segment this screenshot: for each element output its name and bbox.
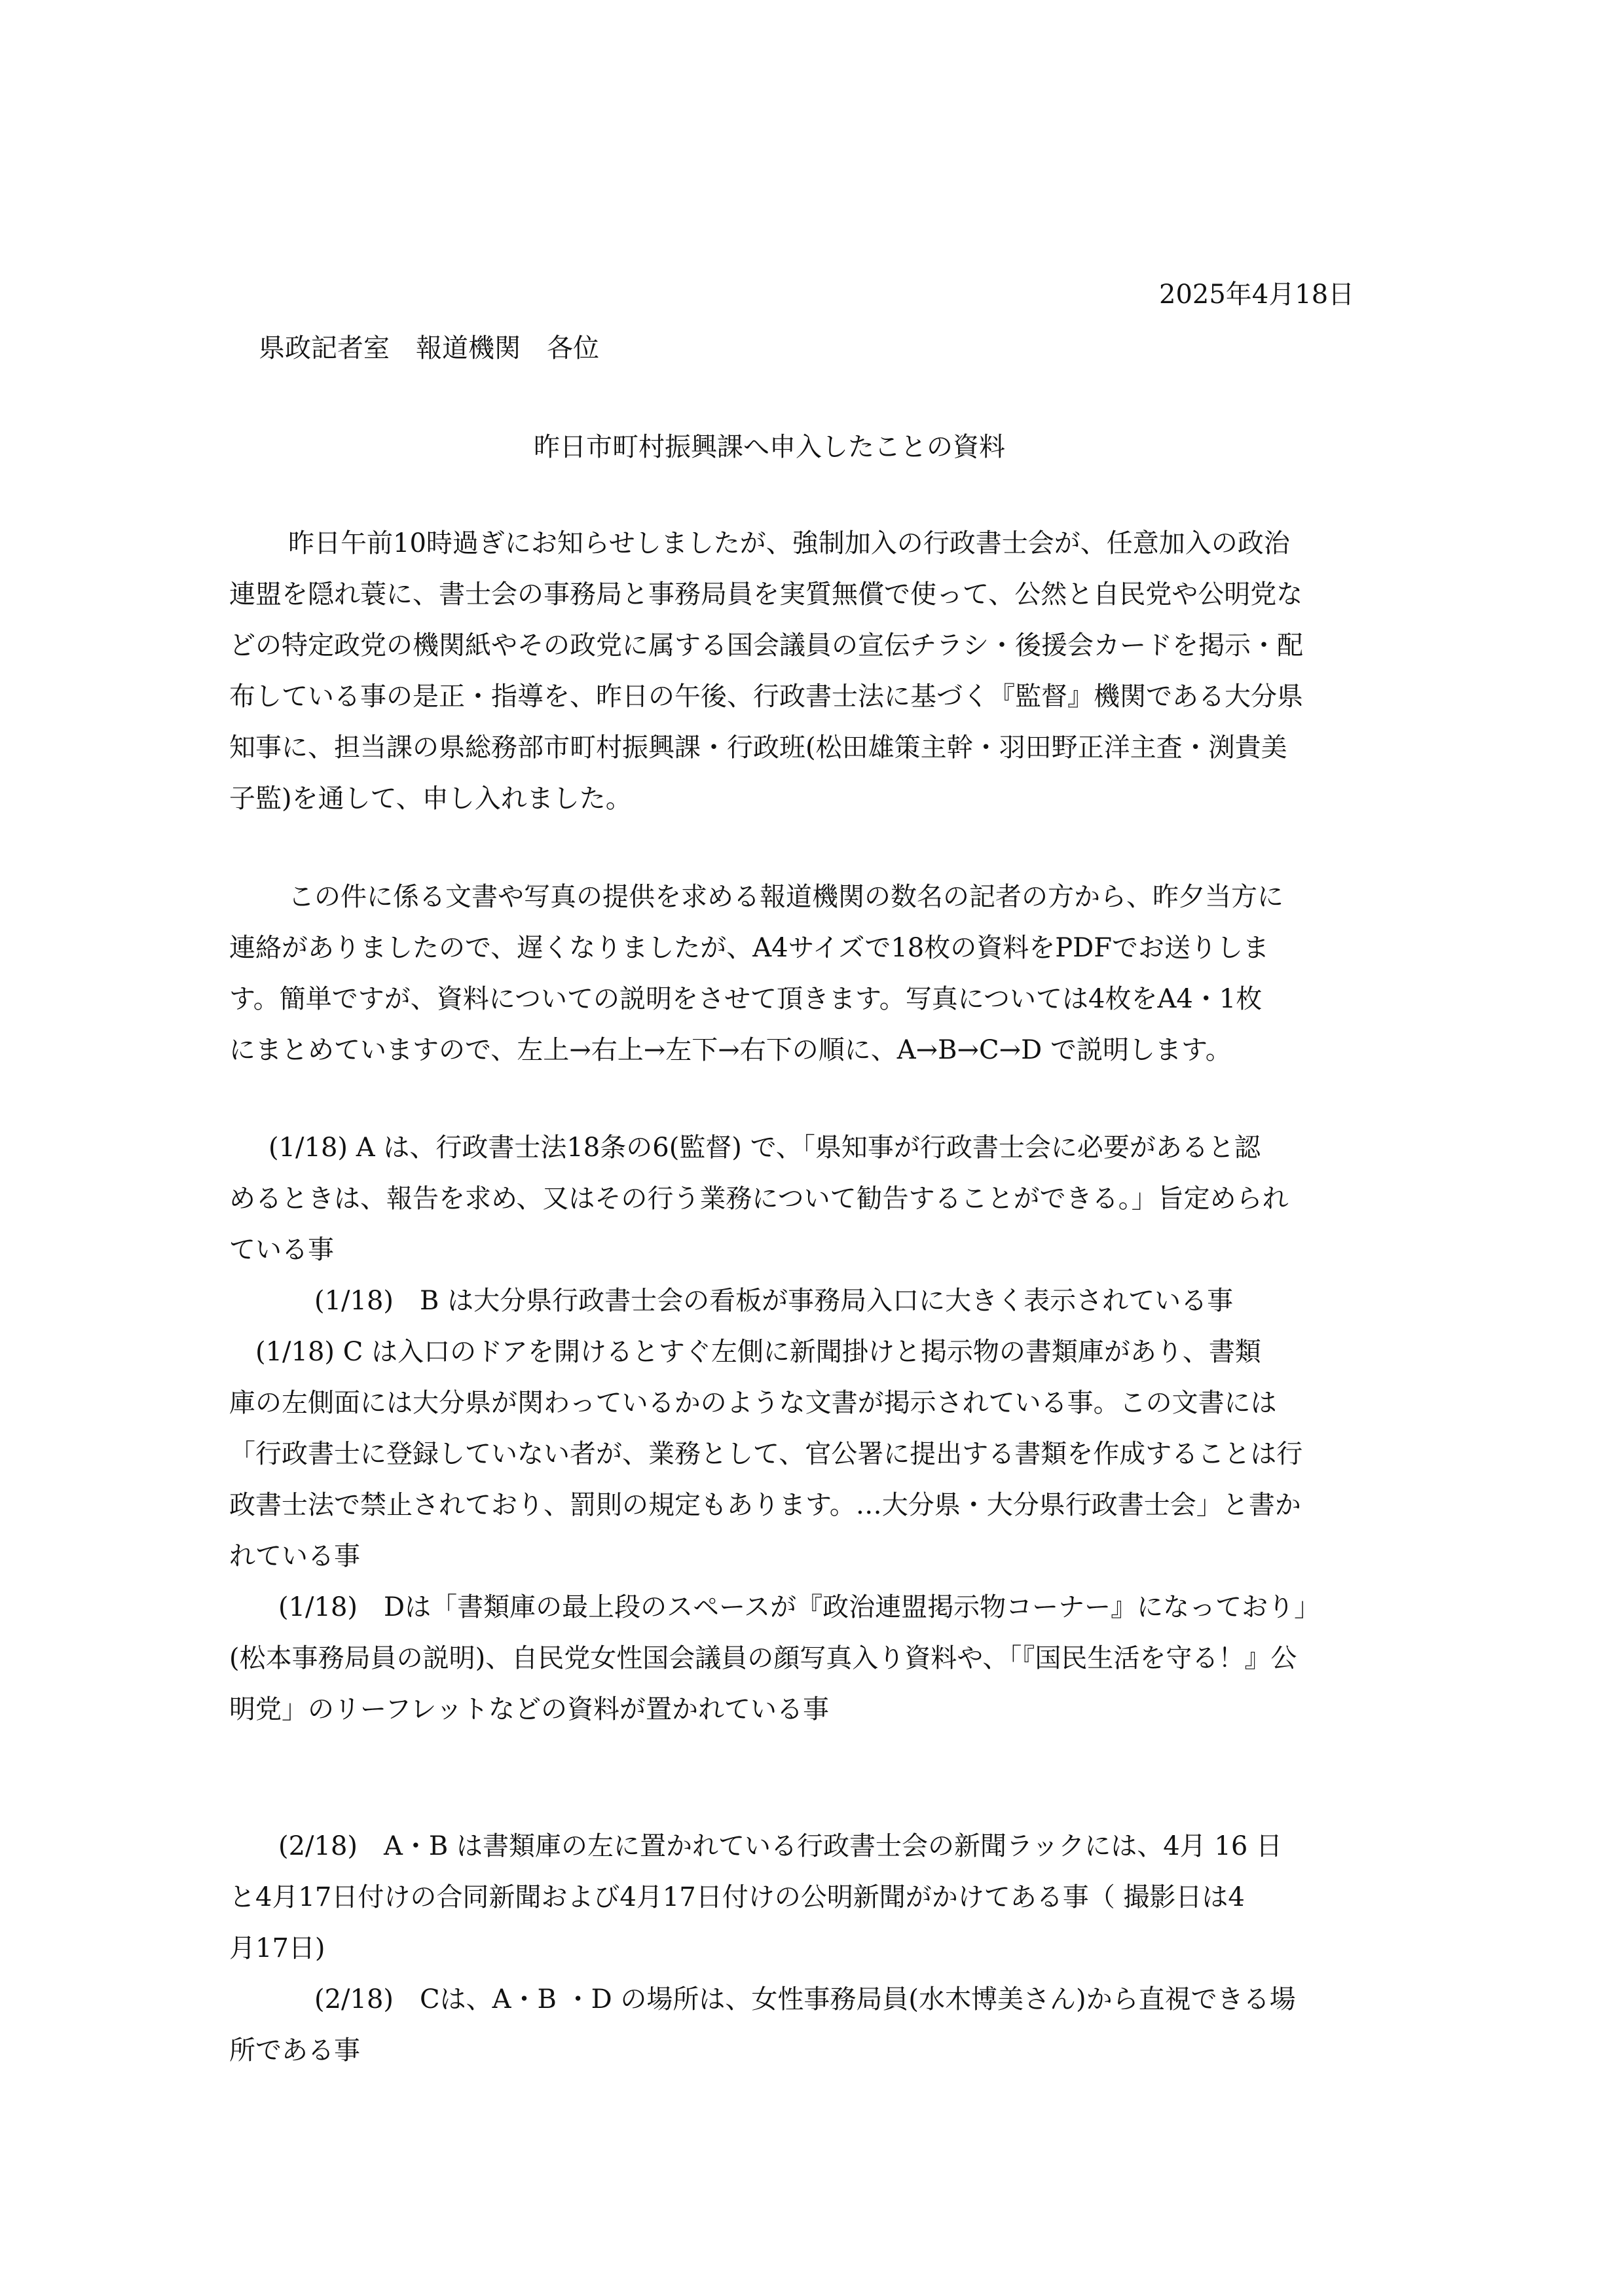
- item-1-18-a: (1/18) A は、行政書士法18条の6(監督) で、「県知事が行政書士会に必要があると認: [268, 1133, 1261, 1163]
- item-1-18-c: (1/18) C は入口のドアを開けるとすぐ左側に新聞掛けと掲示物の書類庫があり、書類: [255, 1337, 1261, 1367]
- item-1-18-b: (1/18) B は大分県行政書士会の看板が事務局入口に大きく表示されている事: [314, 1286, 1234, 1316]
- para1-line: 昨日午前10時過ぎにお知らせしましたが、強制加入の行政書士会が、任意加入の政治: [288, 528, 1290, 558]
- item-1-18-c-cont: 政書士法で禁止されており、罰則の規定もあります。…大分県・大分県行政書士会」と書か: [229, 1490, 1301, 1520]
- item-1-18-d: (1/18) Dは「書類庫の最上段のスペースが『政治連盟掲示物コーナー』になっており」: [278, 1592, 1321, 1622]
- item-2-18-ab: (2/18) A・B は書類庫の左に置かれている行政書士会の新聞ラックには、4月 16 日: [278, 1831, 1283, 1861]
- para1-line: どの特定政党の機関紙やその政党に属する国会議員の宣伝チラシ・後援会カードを掲示・配: [229, 630, 1303, 661]
- item-2-18-c: (2/18) Cは、A・B ・D の場所は、女性事務局員(水木博美さん)から直視できる場: [314, 1984, 1296, 2014]
- item-1-18-a-cont: めるときは、報告を求め、又はその行う業務について勧告することができる。」旨定められ: [229, 1184, 1289, 1214]
- item-1-18-c-cont: 「行政書士に登録していない者が、業務として、官公署に提出する書類を作成することは行: [229, 1439, 1303, 1469]
- document-title: 昨日市町村振興課へ申入したことの資料: [534, 432, 1005, 462]
- para2-line: にまとめていますので、左上→右上→左下→右下の順に、A→B→C→D で説明します。: [229, 1035, 1232, 1065]
- item-1-18-d-cont: 明党」のリーフレットなどの資料が置かれている事: [229, 1694, 829, 1724]
- para2-line: この件に係る文書や写真の提供を求める報道機関の数名の記者の方から、昨夕当方に: [288, 882, 1283, 912]
- document-date: 2025年4月18日: [1159, 280, 1355, 310]
- addressee: 県政記者室 報道機関 各位: [259, 333, 599, 363]
- item-2-18-ab-cont: 月17日): [229, 1933, 325, 1963]
- item-1-18-d-cont: (松本事務局員の説明)、自民党女性国会議員の顔写真入り資料や、「『国民生活を守る！』公: [229, 1643, 1297, 1673]
- para2-line: す。簡単ですが、資料についての説明をさせて頂きます。写真については4枚をA4・1枚: [229, 984, 1263, 1014]
- para1-line: 子監)を通して、申し入れました。: [229, 784, 632, 814]
- item-2-18-ab-cont: と4月17日付けの合同新聞および4月17日付けの公明新聞がかけてある事（ 撮影日は4: [229, 1882, 1245, 1912]
- para1-line: 知事に、担当課の県総務部市町村振興課・行政班(松田雄策主幹・羽田野正洋主査・渕貴美: [229, 733, 1287, 763]
- item-1-18-c-cont: 庫の左側面には大分県が関わっているかのような文書が掲示されている事。この文書には: [229, 1388, 1277, 1418]
- item-1-18-a-cont: ている事: [229, 1235, 334, 1265]
- item-1-18-c-cont: れている事: [229, 1541, 360, 1571]
- para2-line: 連絡がありましたので、遅くなりましたが、A4サイズで18枚の資料をPDFでお送りしま: [229, 933, 1269, 963]
- item-2-18-c-cont: 所である事: [229, 2035, 360, 2066]
- para1-line: 連盟を隠れ蓑に、書士会の事務局と事務局員を実質無償で使って、公然と自民党や公明党な: [229, 579, 1303, 610]
- para1-line: 布している事の是正・指導を、昨日の午後、行政書士法に基づく『監督』機関である大分県: [229, 682, 1303, 712]
